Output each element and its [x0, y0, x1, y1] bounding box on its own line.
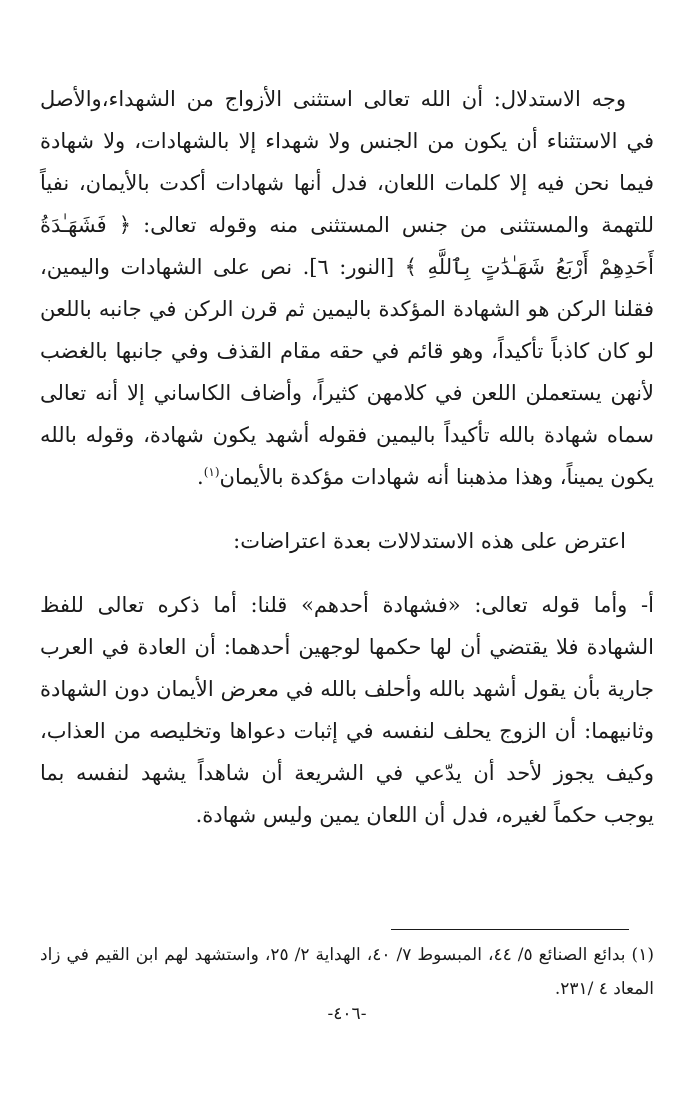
quran-verse: ﴿ فَشَهَـٰدَةُ أَحَدِهِمْ أَرْبَعُ شَهَـٰدَٰتٍ بِٱللَّهِ ﴾ — [40, 213, 654, 279]
argument-text: وجه الاستدلال: أن الله تعالى استثنى الأزواج من الشهداء،والأصل في الاستثناء أن يكون من الجنس ولا شهداء إلا بالشهادات، ولا شهادة فيما نحن فيه إلا كلمات اللعان، فدل أنها شهادات أكدت بالأيمان، نفياً للتهمة والمستثنى من جنس المستثنى منه وقوله تعالى: — [40, 87, 654, 237]
footnote: (١) بدائع الصنائع ٥/ ٤٤، المبسوط ٧/ ٤٠، الهداية ٢/ ٢٥، واستشهد لهم ابن القيم في زاد المعاد ٤ /٢٣١. — [40, 945, 654, 999]
paragraph-argument — [40, 78, 654, 498]
main-text — [40, 78, 654, 836]
footnote-reference: (١) — [203, 465, 220, 479]
paragraph-objections-intro: اعترض على هذه الاستدلالات بعدة اعتراضات: — [233, 529, 626, 553]
argument-end-period: . — [197, 465, 204, 489]
paragraph-objection-a: أ- وأما قوله تعالى: «فشهادة أحدهم» قلنا: أما ذكره تعالى للفظ الشهادة فلا يقتضي أن لها حكمها لوجهين أحدهما: أن العادة في العرب جارية بأن يقول أشهد بالله وأحلف بالله في معرض الأيمان دون الشهادة وثانيهما: أن الزوج يحلف لنفسه في إثبات دعواها وتخليصه من العذاب، وكيف يجوز لأحد أن يدّعي في الشريعة أن شاهداً يشهد لنفسه بما يوجب حكماً لغيره، فدل أن اللعان يمين وليس شهادة. — [40, 593, 654, 827]
footnote-separator — [391, 929, 629, 930]
page-number: -٤٠٦- — [327, 1004, 367, 1024]
argument-text-continued: [النور: ٦]. نص على الشهادات واليمين، فقلنا الركن هو الشهادة المؤكدة باليمين ثم قرن الركن في جانبه باللعن لو كان كاذباً تأكيداً، وهو قائم في حقه مقام القذف وفي جانبها بالغضب لأنهن يستعملن اللعن في كلامهن كثيراً، وأضاف الكاساني إلا أنه تعالى سماه شهادة بالله تأكيداً باليمين فقوله أشهد يكون شهادة، وقوله بالله يكون يميناً، وهذا مذهبنا أنه شهادات مؤكدة بالأيمان — [40, 255, 654, 489]
